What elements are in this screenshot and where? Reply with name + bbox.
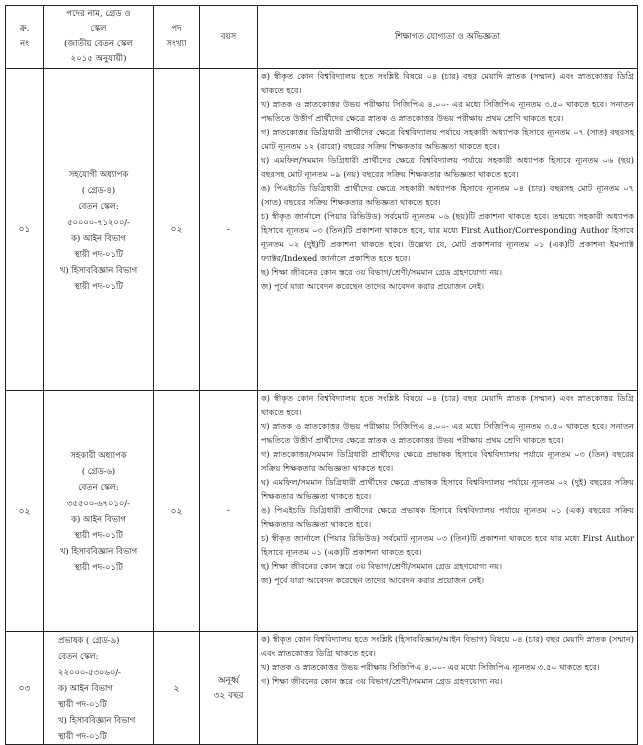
qualification-item: ঘ) এমফিল/সমমান ডিগ্রিধারী প্রার্থীদের ক্ষেত্রে প্রভাষক হিসাবে বিশ্ববিদ্যালয় পর্যায়ে ন্যূনতম ০২ (দুই) বছরের সক্রিয় শিক্ষকতার অভিজ্ঞতা থাকতে হবে।: [261, 477, 634, 501]
post-line: স্থায়ী পদ-০১টি: [58, 731, 107, 741]
header-post: [44, 6, 154, 69]
header-qualification: [258, 6, 638, 69]
header-post-line: (জাতীয় বেতন স্কেল: [64, 39, 133, 49]
post-line: খ) হিসাববিজ্ঞান বিভাগ: [59, 264, 138, 275]
count-cell: ০২: [154, 391, 200, 632]
age-cell: [200, 632, 258, 745]
qualification-cell: [258, 69, 638, 391]
qualification-item: ঙ) পিএইচডি ডিগ্রিধারী প্রার্থীদের ক্ষেত্রে সহকারী অধ্যাপক হিসাবে ন্যূনতম ০৪ (চার) বছরসহ মোট ন্যূনতম ০৭ (সাত) বছরের সক্রিয় শিক্ষকতার অভিজ্ঞতা থাকতে হবে।: [261, 183, 634, 207]
header-count-line: পদ: [171, 24, 182, 34]
post-line: ( গ্রেড-৬): [81, 466, 116, 476]
header-post-line: পদের নাম, গ্রেড ও: [66, 9, 131, 19]
serial-cell: ০২: [6, 391, 44, 632]
post-line: ৫০০০০-৭১২০০/-: [67, 216, 130, 227]
age-line: ৩২ বছর: [213, 691, 244, 701]
count-cell: ২: [154, 632, 200, 745]
post-line: ক) আইন বিভাগ: [71, 232, 126, 243]
qualification-cell: [258, 632, 638, 745]
qualification-item: ক) স্বীকৃত কোন বিশ্ববিদ্যালয় হতে সংশ্লিষ্ট (হিসাববিজ্ঞান/আইন বিভাগ) বিষয়ে ০৪ (চার) বছর মেয়াদি স্নাতক (সম্মান) এবং স্নাতকোত্তর ডিগ্রি থাকতে হবে।: [261, 634, 634, 658]
header-post-line: ২০১৫ অনুযায়ী): [70, 54, 127, 64]
age-cell: -: [200, 391, 258, 632]
header-serial: [6, 6, 44, 69]
post-line: ক) আইন বিভাগ: [71, 514, 126, 524]
post-line: প্রভাষক ( গ্রেড-৯): [58, 635, 120, 645]
post-line: খ) হিসাববিজ্ঞান বিভাগ: [59, 546, 138, 556]
post-line: স্থায়ী পদ-০১টি: [74, 530, 123, 540]
qualification-item: ঘ) এমফিল/সমমান ডিগ্রিধারী প্রার্থীদের ক্ষেত্রে বিশ্ববিদ্যালয় পর্যায়ে সহকারী অধ্যাপক হিসাবে ন্যূনতম ০৬ (ছয়) বছরসহ মোট ন্যূনতম ০৯ (নয়) বছরের সক্রিয় শিক্ষকতার অভিজ্ঞতা থাকতে হবে।: [261, 155, 634, 179]
recruitment-table: [5, 5, 638, 745]
post-line: স্থায়ী পদ-০১টি: [74, 280, 123, 291]
post-line: ৩৫৫০০-৬৭০১০/-: [67, 498, 130, 508]
qualification-item: ছ) শিক্ষা জীবনের কোন স্তরে ৩য় বিভাগ/শ্রেণী/সমমান গ্রেড গ্রহণযোগ্য নয়।: [261, 561, 503, 571]
table-row: [6, 632, 638, 745]
post-line: স্থায়ী পদ-০১টি: [74, 248, 123, 259]
post-line: ক) আইন বিভাগ: [58, 683, 113, 693]
post-line: সহকারী অধ্যাপক: [70, 450, 127, 460]
qualification-item: জ) পূর্বে যারা আবেদন করেছেন তাদের আবেদন করার প্রয়োজন নেই।: [261, 281, 485, 291]
header-row: [6, 6, 638, 69]
serial-cell: ০১: [6, 69, 44, 391]
post-cell: [44, 69, 154, 391]
qualification-item: ক) স্বীকৃত কোন বিশ্ববিদ্যালয় হতে সংশ্লিষ্ট বিষয়ে ০৪ (চার) বছর মেয়াদি স্নাতক (সম্মান) এবং স্নাতকোত্তর ডিগ্রি থাকতে হবে।: [261, 393, 634, 417]
post-line: স্থায়ী পদ-০১টি: [58, 699, 107, 709]
post-cell: [44, 632, 154, 745]
qualification-item: খ) স্নাতক ও স্নাতকোত্তর উভয় পরীক্ষায় সিজিপিএ ৪.০০- এর মধ্যে সিজিপিএ ন্যূনতম ৩.৫০ থাকতে হবে। সনাতন পদ্ধতিতে উত্তীর্ণ প্রার্থীদের ক্ষেত্রে স্নাতক ও স্নাতকোত্তর উভয় পরীক্ষায় প্রথম শ্রেণি থাকতে হবে।: [261, 99, 634, 123]
age-line: অনূর্ধ্ব: [217, 676, 240, 686]
post-line: বেতন স্কেল:: [58, 651, 99, 661]
qualification-item: ক) স্বীকৃত কোন বিশ্ববিদ্যালয় হতে সংশ্লিষ্ট বিষয়ে ০৪ (চার) বছর মেয়াদি স্নাতক (সম্মান) এবং স্নাতকোত্তর ডিগ্রি থাকতে হবে।: [261, 71, 634, 95]
post-line: সহযোগী অধ্যাপক: [68, 168, 129, 179]
qualification-item: গ) শিক্ষা জীবনের কোন স্তরে ৩য় বিভাগ/শ্রেণী/সমমান গ্রেড গ্রহণযোগ্য নয়।: [261, 676, 503, 686]
table-row: [6, 391, 638, 632]
header-serial-line: ক্র.: [19, 24, 30, 34]
post-line: খ) হিসাববিজ্ঞান বিভাগ: [58, 715, 136, 725]
serial-cell: ০৩: [6, 632, 44, 745]
post-line: ২২০০০-৫৩০৬০/-: [58, 667, 121, 677]
header-age-label: বয়স: [220, 31, 237, 42]
qualification-item: খ) স্নাতক ও স্নাতকোত্তর উভয় পরীক্ষায় সিজিপিএ ৪.০০- এর মধ্যে সিজিপিএ ন্যূনতম ৩.৫০ থাকতে হবে। সনাতন পদ্ধতিতে উত্তীর্ণ প্রার্থীদের ক্ষেত্রে স্নাতক ও স্নাতকোত্তর উভয় পরীক্ষায় প্রথম শ্রেণি থাকতে হবে।: [261, 421, 634, 445]
age-cell: -: [200, 69, 258, 391]
qualification-item: গ) স্নাতকোত্তর/সমমান ডিগ্রিধারী প্রার্থীদের ক্ষেত্রে প্রভাষক হিসাবে বিশ্ববিদ্যালয় পর্যায়ে ন্যূনতম ০৩ (তিন) বছরের সক্রিয় শিক্ষকতার অভিজ্ঞতা থাকতে হবে।: [261, 449, 634, 473]
qualification-item: ঙ) পিএইচডি ডিগ্রিধারী প্রার্থীদের ক্ষেত্রে প্রভাষক হিসাবে বিশ্ববিদ্যালয় পর্যায়ে ন্যূনতম ০১ (এক) বছরের সক্রিয় শিক্ষকতার অভিজ্ঞতা থাকতে হবে।: [261, 505, 634, 529]
post-line: বেতন স্কেল:: [78, 482, 119, 492]
qualification-item: গ) স্নাতকোত্তর ডিগ্রিধারী প্রার্থীদের ক্ষেত্রে বিশ্ববিদ্যালয় পর্যায়ে সহকারী অধ্যাপক হিসাবে ন্যূনতম ০৭ (সাত) বছরসহ মোট ন্যূনতম ১২ (বারো) বছরের সক্রিয় শিক্ষকতার অভিজ্ঞতা থাকতে হবে।: [261, 127, 634, 151]
header-serial-line: নং: [20, 39, 29, 49]
post-line: ( গ্রেড-৪): [81, 184, 116, 195]
count-cell: ০২: [154, 69, 200, 391]
header-count: [154, 6, 200, 69]
post-cell: [44, 391, 154, 632]
qualification-item: চ) স্বীকৃত জার্নালে (পিয়ার রিভিউড) সর্বমোট ন্যূনতম ০৬ (ছয়)টি প্রকাশনা থাকতে হবে। তন্মধ্যে সহকারী অধ্যাপক হিসাবে ন্যূনতম ০৩ (তিন)টি প্রকাশনা থাকতে হবে, যার মধ্যে First Author/Corresponding Author হিসাবে ন্যূনতম ০২ (দুই)টি প্রকাশনা থাকতে হবে। উল্লেখ্য যে, মোট প্রকাশনার ন্যূনতম ০১ (এক)টি প্রকাশনা ইমপ্যাক্ট ফ্যাক্টর/Indexed জার্নালে প্রকাশিত হতে হবে।: [261, 211, 634, 263]
header-count-line: সংখ্যা: [166, 39, 187, 49]
qualification-item: জ) পূর্বে যারা আবেদন করেছেন তাদের আবেদন করার প্রয়োজন নেই।: [261, 575, 485, 585]
qualification-item: চ) স্বীকৃত জার্নালে (পিয়ার রিভিউড) সর্বমোট ন্যূনতম ০৩ (তিন)টি প্রকাশনা থাকতে হবে যার মধ্যে First Author হিসাবে ন্যূনতম ০১ (এক)টি প্রকাশনা থাকতে হবে।: [261, 533, 634, 557]
post-line: বেতন স্কেল:: [78, 200, 119, 211]
qualification-item: ছ) শিক্ষা জীবনের কোন স্তরে ৩য় বিভাগ/শ্রেণী/সমমান গ্রেড গ্রহণযোগ্য নয়।: [261, 267, 503, 277]
header-post-line: স্কেল: [90, 24, 107, 34]
qualification-cell: [258, 391, 638, 632]
header-qualification-label: শিক্ষাগত যোগ্যতা ও অভিজ্ঞতা: [394, 31, 501, 42]
post-line: স্থায়ী পদ-০১টি: [74, 562, 123, 572]
qualification-item: খ) স্নাতক ও স্নাতকোত্তর উভয় পরীক্ষায় সিজিপিএ ৪.০০- এর মধ্যে সিজিপিএ ন্যূনতম ৩.৫০ থাকতে হবে।: [261, 662, 600, 672]
table-row: [6, 69, 638, 391]
header-age: [200, 6, 258, 69]
